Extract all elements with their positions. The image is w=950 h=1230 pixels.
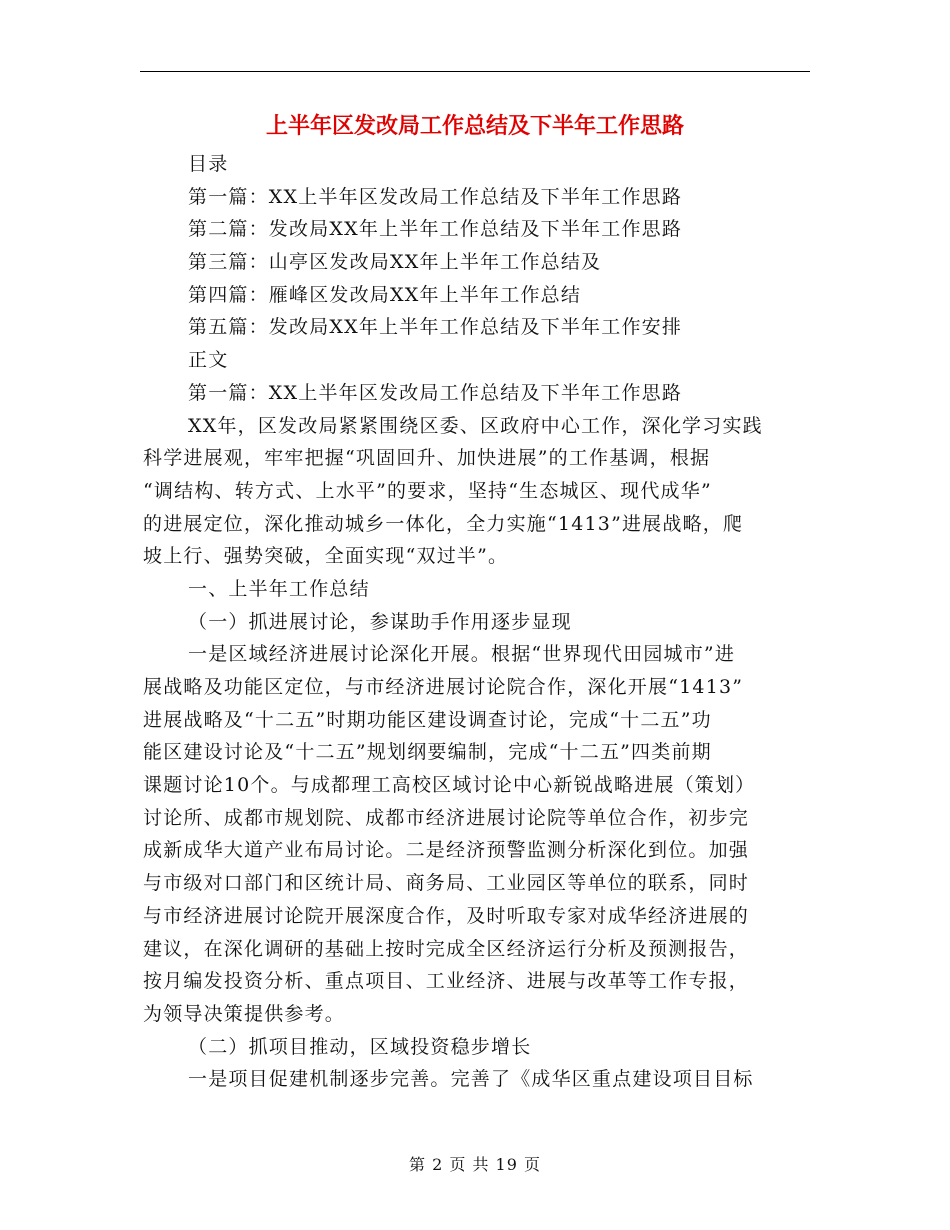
paragraph-line: 为领导决策提供参考。: [143, 1002, 346, 1025]
paragraph-line: 一是项目促建机制逐步完善。完善了《成华区重点建设项目目标: [188, 1068, 754, 1091]
toc-heading: 目录: [188, 153, 229, 175]
paragraph-line: 与市经济进展讨论院开展深度合作，及时听取专家对成华经济进展的: [143, 904, 750, 927]
paragraph-line: 进展战略及“十二五”时期功能区建设调查讨论，完成“十二五”功: [143, 708, 712, 731]
toc-entry: 第三篇：山亭区发改局XX年上半年工作总结及: [188, 251, 602, 274]
paragraph-line: “调结构、转方式、上水平”的要求，坚持“生态城区、现代成华”: [143, 479, 712, 502]
paragraph-line: 讨论所、成都市规划院、成都市经济进展讨论院等单位合作，初步完: [143, 806, 750, 829]
header-rule: [140, 71, 810, 72]
paragraph-line: 的进展定位，深化推动城乡一体化，全力实施“1413”进展战略，爬: [143, 512, 744, 535]
document-body: [143, 148, 800, 1096]
subsection-heading: （一）抓进展讨论，参谋助手作用逐步显现: [188, 610, 572, 633]
toc-entry: 第四篇：雁峰区发改局XX年上半年工作总结: [188, 283, 582, 306]
body-heading: 正文: [188, 349, 229, 372]
toc-entry: 第二篇：发改局XX年上半年工作总结及下半年工作思路: [188, 218, 683, 241]
toc-entry: 第一篇：XX上半年区发改局工作总结及下半年工作思路: [188, 185, 683, 208]
page-number: 第 2 页 共 19 页: [409, 1155, 541, 1174]
paragraph-line: 坡上行、强势突破，全面实现“双过半”。: [143, 545, 509, 568]
document-title: 上半年区发改局工作总结及下半年工作思路: [265, 113, 684, 139]
paragraph-line: 科学进展观，牢牢把握“巩固回升、加快进展”的工作基调，根据: [143, 447, 711, 470]
paragraph-line: 能区建设讨论及“十二五”规划纲要编制，完成“十二五”四类前期: [143, 741, 712, 764]
paragraph-line: 按月编发投资分析、重点项目、工业经济、进展与改革等工作专报，: [143, 970, 750, 993]
subsection-heading: （二）抓项目推动，区域投资稳步增长: [188, 1035, 532, 1058]
paragraph-line: 一是区域经济进展讨论深化开展。根据“世界现代田园城市”进: [188, 643, 736, 666]
section-heading: 一、上半年工作总结: [188, 577, 370, 600]
paragraph-line: XX年，区发改局紧紧围绕区委、区政府中心工作，深化学习实践: [188, 414, 763, 437]
toc-entry: 第五篇：发改局XX年上半年工作总结及下半年工作安排: [188, 316, 683, 339]
paragraph-line: 与市级对口部门和区统计局、商务局、工业园区等单位的联系，同时: [143, 872, 750, 895]
paragraph-line: 展战略及功能区定位，与市经济进展讨论院合作，深化开展“1413”: [143, 676, 744, 698]
chapter-heading: 第一篇：XX上半年区发改局工作总结及下半年工作思路: [188, 381, 683, 404]
paragraph-line: 课题讨论10个。与成都理工高校区域讨论中心新锐战略进展（策划）: [143, 774, 756, 797]
paragraph-line: 成新成华大道产业布局讨论。二是经济预警监测分析深化到位。加强: [143, 839, 750, 862]
paragraph-line: 建议，在深化调研的基础上按时完成全区经济运行分析及预测报告，: [143, 937, 750, 960]
